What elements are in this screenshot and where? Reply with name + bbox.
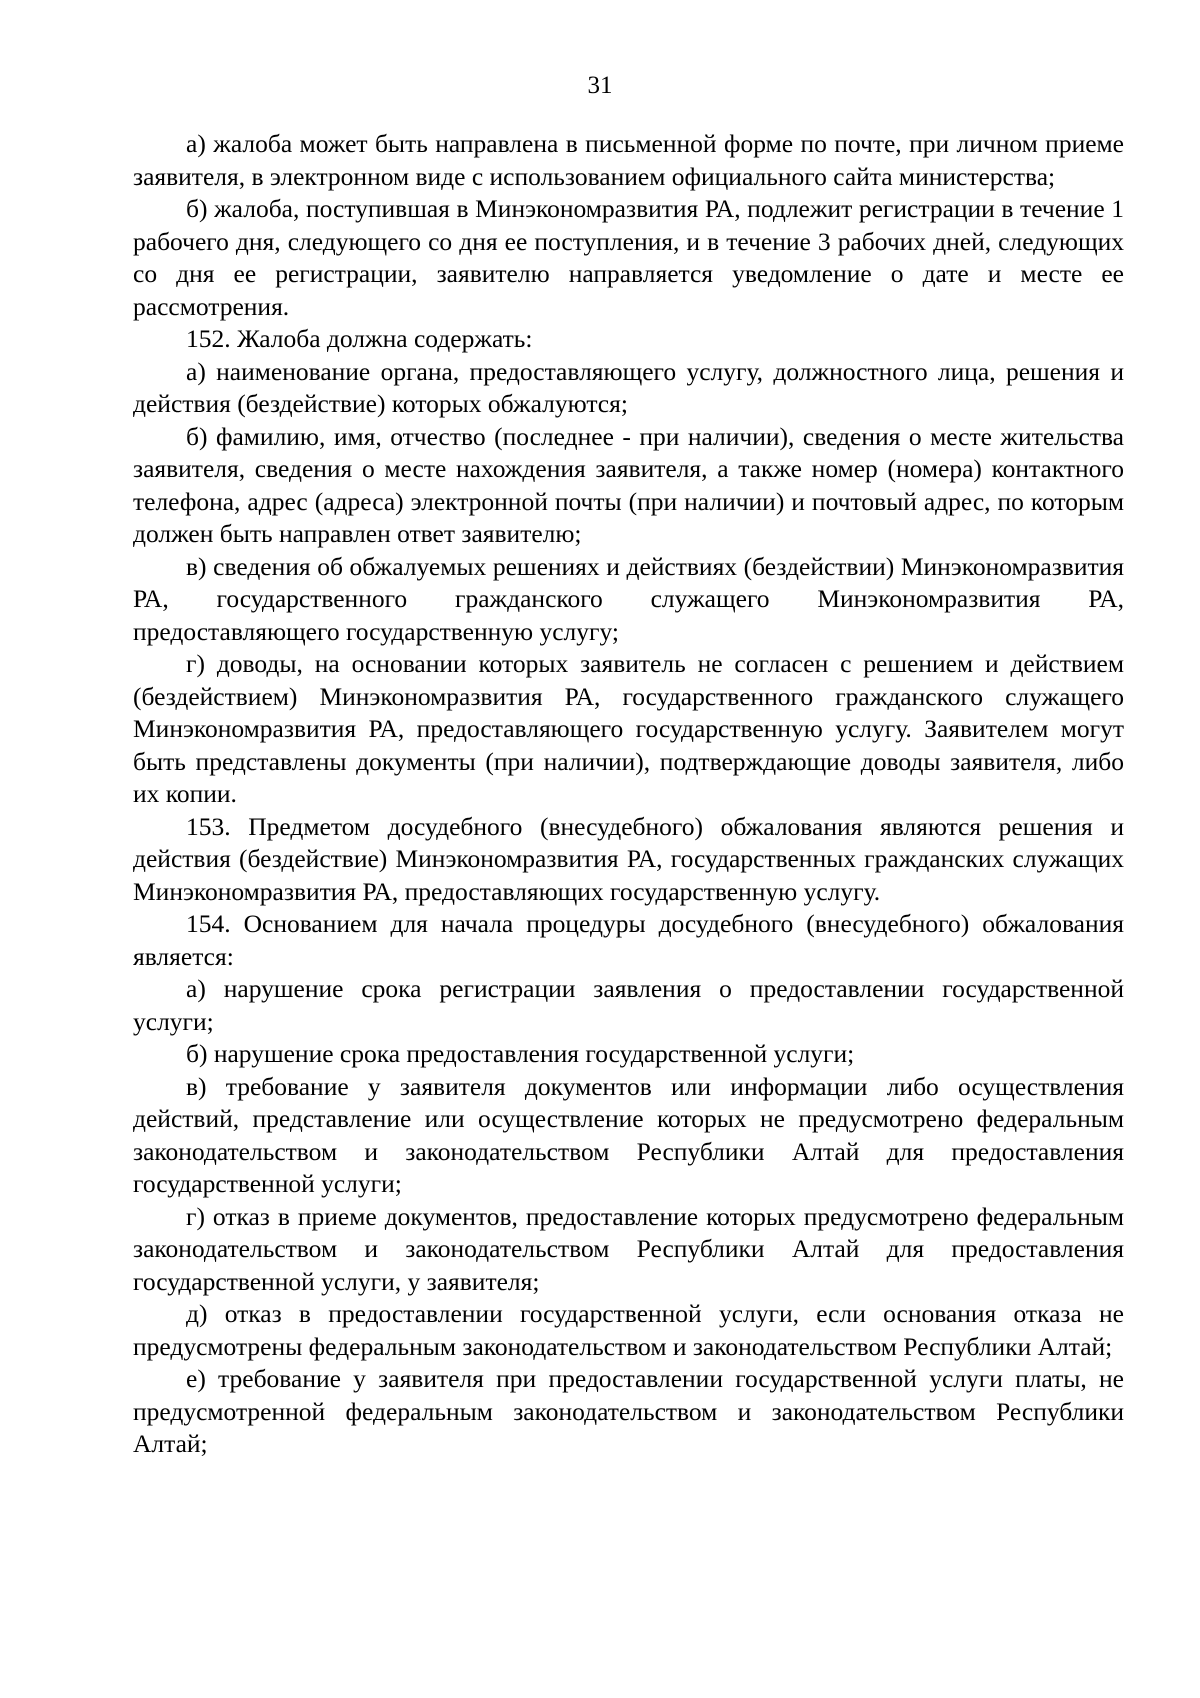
paragraph-complaint-form: а) жалоба может быть направлена в письменной форме по почте, при личном приеме заявителя, в электронном виде с использованием официального сайта министерства;: [133, 129, 1124, 191]
paragraph-154-a: а) нарушение срока регистрации заявления о предоставлении государственной услуги;: [133, 974, 1124, 1036]
paragraph-154-e: е) требование у заявителя при предоставлении государственной услуги платы, не предусмотренной федеральным законодательством и законодательством Республики Алтай;: [133, 1364, 1124, 1458]
paragraph-152-heading: 152. Жалоба должна содержать:: [186, 324, 533, 353]
paragraph-152-g: г) доводы, на основании которых заявитель не согласен с решением и действием (бездействием) Минэкономразвития РА, государственного гражданского служащего Минэкономразвития РА, предоставляющего государственную услугу. Заявителем могут быть представлены документы (при наличии), подтверждающие доводы заявителя, либо их копии.: [133, 649, 1124, 808]
paragraph-complaint-registration: б) жалоба, поступившая в Минэкономразвития РА, подлежит регистрации в течение 1 рабочего дня, следующего со дня ее поступления, и в течение 3 рабочих дней, следующих со дня ее регистрации, заявителю направляется уведомление о дате и месте ее рассмотрения.: [133, 194, 1124, 321]
paragraph-154-v: в) требование у заявителя документов или информации либо осуществления действий, представление или осуществление которых не предусмотрено федеральным законодательством и законодательством Республики Алтай для предоставления государственной услуги;: [133, 1071, 1124, 1198]
paragraph-152-v: в) сведения об обжалуемых решениях и действиях (бездействии) Минэкономразвития РА, государственного гражданского служащего Минэкономразвития РА, предоставляющего государственную услугу;: [133, 551, 1124, 646]
paragraph-154-b: б) нарушение срока предоставления государственной услуги;: [186, 1039, 855, 1068]
paragraph-154-g: г) отказ в приеме документов, предоставление которых предусмотрено федеральным законодательством и законодательством Республики Алтай для предоставления государственной услуги, у заявителя;: [133, 1201, 1124, 1296]
paragraph-152-a: а) наименование органа, предоставляющего услугу, должностного лица, решения и действия (бездействие) которых обжалуются;: [133, 356, 1124, 418]
paragraph-154-heading: 154. Основанием для начала процедуры досудебного (внесудебного) обжалования является:: [133, 909, 1124, 971]
page-number: 31: [587, 72, 613, 99]
document-body: [133, 128, 1124, 1461]
paragraph-152-b: б) фамилию, имя, отчество (последнее - при наличии), сведения о месте жительства заявителя, сведения о месте нахождения заявителя, а также номер (номера) контактного телефона, адрес (адреса) электронной почты (при наличии) и почтовый адрес, по которым должен быть направлен ответ заявителю;: [133, 421, 1124, 548]
paragraph-153: 153. Предметом досудебного (внесудебного) обжалования являются решения и действия (бездействие) Минэкономразвития РА, государственных гражданских служащих Минэкономразвития РА, предоставляющих государственную услугу.: [133, 811, 1124, 906]
paragraph-154-d: д) отказ в предоставлении государственной услуги, если основания отказа не предусмотрены федеральным законодательством и законодательством Республики Алтай;: [133, 1299, 1124, 1361]
